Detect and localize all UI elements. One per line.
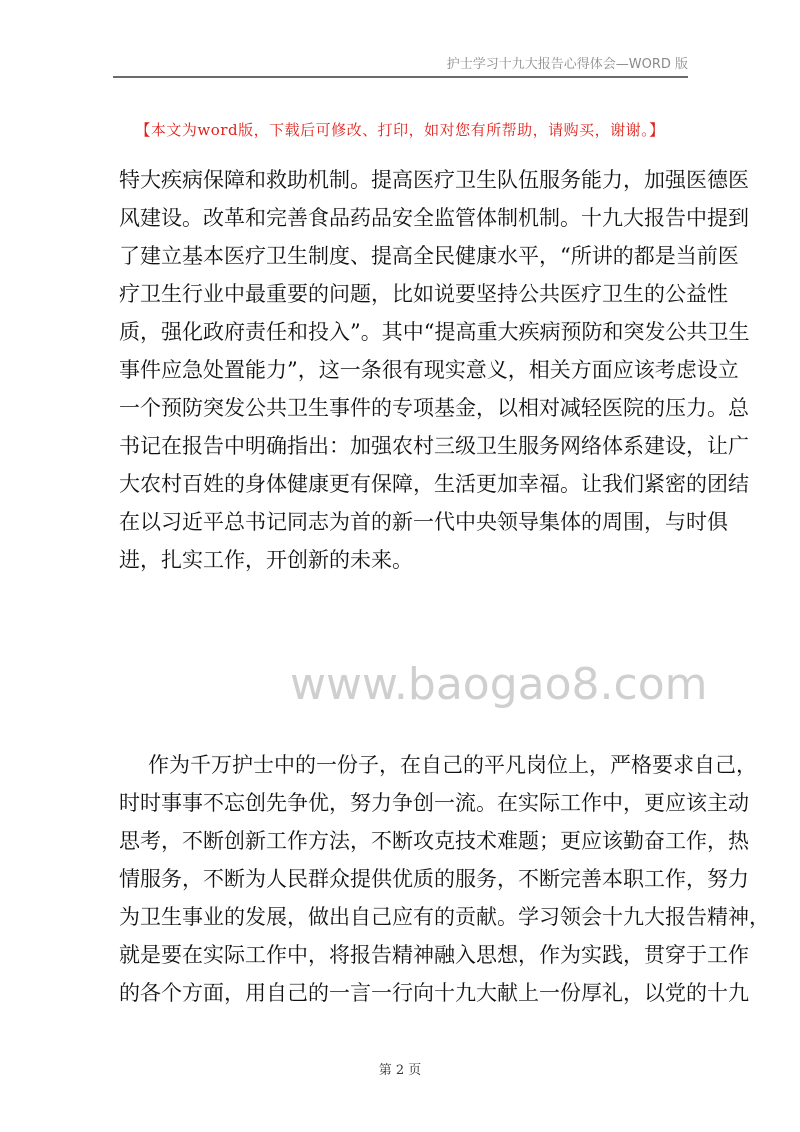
text-line: 进，扎实工作，开创新的未来。 [119, 548, 413, 572]
text-line: 了建立基本医疗卫生制度、提高全民健康水平，“所讲的都是当前医 [119, 244, 739, 268]
header-divider [113, 76, 688, 78]
paragraph-2 [119, 746, 770, 1012]
text-line: 的各个方面，用自己的一言一行向十九大献上一份厚礼，以党的十九 [119, 981, 749, 1005]
text-line: 情服务，不断为人民群众提供优质的服务，不断完善本职工作，努力 [119, 867, 749, 891]
text-line: 一个预防突发公共卫生事件的专项基金，以相对减轻医院的压力。总 [119, 396, 749, 420]
text-line: 思考，不断创新工作方法，不断攻克技术难题；更应该勤奋工作，热 [119, 829, 749, 853]
paragraph-1 [119, 161, 750, 579]
text-line: 质，强化政府责任和投入”。其中“提高重大疾病预防和突发公共卫生 [119, 320, 750, 344]
text-line: 为卫生事业的发展，做出自己应有的贡献。学习领会十九大报告精神， [119, 905, 770, 929]
text-line: 疗卫生行业中最重要的问题，比如说要坚持公共医疗卫生的公益性 [119, 282, 728, 306]
download-notice: 【本文为word版，下载后可修改、打印，如对您有所帮助，请购买，谢谢。】 [135, 121, 665, 139]
text-line: 特大疾病保障和救助机制。提高医疗卫生队伍服务能力，加强医德医 [119, 168, 749, 192]
text-line: 书记在报告中明确指出：加强农村三级卫生服务网络体系建设，让广 [119, 434, 749, 458]
text-line: 事件应急处置能力”，这一条很有现实意义，相关方面应该考虑设立 [119, 358, 739, 382]
watermark: www.baogao8.com [290, 659, 708, 710]
text-line: 作为千万护士中的一份子，在自己的平凡岗位上，严格要求自己， [148, 753, 757, 777]
text-line: 风建设。改革和完善食品药品安全监管体制机制。十九大报告中提到 [119, 206, 749, 230]
page-number: 第 2 页 [378, 1063, 422, 1078]
text-line: 大农村百姓的身体健康更有保障，生活更加幸福。让我们紧密的团结 [119, 472, 749, 496]
running-header: 护士学习十九大报告心得体会—WORD 版 [446, 57, 688, 72]
text-line: 就是要在实际工作中，将报告精神融入思想，作为实践，贯穿于工作 [119, 943, 749, 967]
text-line: 时时事事不忘创先争优，努力争创一流。在实际工作中，更应该主动 [119, 791, 749, 815]
text-line: 在以习近平总书记同志为首的新一代中央领导集体的周围，与时俱 [119, 510, 728, 534]
